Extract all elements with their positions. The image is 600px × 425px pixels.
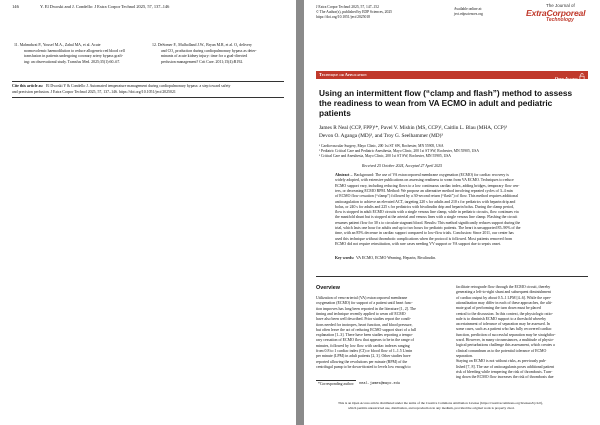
affiliation: ² Pediatric Critical Care and Pediatric Anesthesia, Mayo Clinic, 200 1st ST SW, Rochester, MN 55905, USA <box>319 149 480 153</box>
authors-line: James R Neal (CCP, FPP)¹*, Pavel V. Mishin (MS, CCP)², Caitlin L. Blau (MHA, CCP)³ <box>319 125 508 131</box>
license-line: which permits unrestricted use, distribution, and reproduction in any medium, provided the original work is properly cited. <box>348 406 515 410</box>
logo-technology: Technology <box>546 17 574 23</box>
divider <box>12 97 284 98</box>
keywords: VA ECMO, ECMO Weaning, Heparin, Bivalirudin. <box>356 256 437 260</box>
body-line: oxygenation (ECMO) for support of a patient until heart func- <box>316 301 413 306</box>
body-line: ascertainment of tolerance of separation may be assessed. In <box>456 322 550 327</box>
abstract-line: used this technique without thrombotic complications when the protocol is followed. Most patients removed from <box>335 236 513 241</box>
open-lock-icon <box>579 73 585 80</box>
abstract-line: flow is stopped in adult ECMO circuits with a single venous line clamp, while in pediatric circuits, flow continues via <box>335 210 519 215</box>
logo-subtitle: The Journal of <box>546 3 575 8</box>
right-page <box>304 0 600 425</box>
abstract-line: bolus, or 240 s for adults and 225 s for pediatrics with bivalirudin drip and heparin bolus. During the clamp period, <box>335 204 515 209</box>
body-line: function, prediction of successful separation may be straightfor- <box>456 332 556 337</box>
body-line: logical perturbations challenge this assessment, which creates a <box>456 343 555 348</box>
reference-line: normovolemic haemodilution to reduce allogeneic red blood cell <box>24 48 125 53</box>
body-line: centrifugal pump to be down-titrated to levels low enough to <box>316 364 411 369</box>
section-heading-overview: Overview <box>316 285 340 291</box>
journal-logo <box>526 4 596 24</box>
abstract-line: the manifold shunt but is stopped at the arterial and venous lines with a single venous line clamp. Flashing the circuit <box>335 215 518 220</box>
abstract-line: ECMO did not require reinstitution, with rare cases needing VV support or VA support due to sepsis onset. <box>335 241 502 246</box>
reference-line: 12. DeSomer F., Mulholland J.W., Bryan M.R, et al. O₂ delivery <box>152 43 252 47</box>
article-type: Technique or Application <box>319 72 367 77</box>
body-line: Staying on ECMO is not without risks, as previously pub- <box>456 359 547 364</box>
abstract-line: resumes patient flow for 30 s to circulate stagnant blood. Results: This method significantly reduces support during the <box>335 220 521 225</box>
body-line: ationalization may differ in each of these approaches, the ulti- <box>456 300 553 305</box>
abstract-line: of ECMO flow cessation (“clamp”) followed by a 30-second return (“flash”) of flow. This method requires additional <box>335 194 519 199</box>
divider <box>12 81 284 82</box>
divider <box>316 276 588 277</box>
body-line: reported allowing the revolutions per minute (RPM) of the <box>316 359 408 364</box>
corresponding-author-label: *Corresponding author: <box>318 382 355 386</box>
reference-line: transfusion in patients undergoing coronary artery bypass graft- <box>24 54 124 58</box>
open-access-text: Open Access <box>554 76 578 81</box>
abstract-line: widely adopted, with extensive publications on assessing readiness to wean from VA ECMO. Techniques to reduce <box>335 178 514 183</box>
cite-line: El Dwoski Y & Condello J. Automated temperature management during cardiopulmonary bypass: a step toward safety <box>46 84 231 88</box>
body-line: risk of bleeding while tempering the risk of thrombosis. Turn- <box>456 369 553 374</box>
body-line: ward. However, in many circumstances, a multitude of physio- <box>456 338 554 342</box>
body-line: per minute (LPM) in adult patients [2, 3]. Other studies have <box>316 354 411 359</box>
body-line: rary cessation of ECMO flow that appears to be in the range of <box>316 338 414 343</box>
reference-line: 11. Mahmdwai P., Yousef M.A., Zahal MA, et al. Acute <box>14 43 101 47</box>
body-line: central to the discussion. In this context, the physiologic ratio- <box>456 311 553 316</box>
body-line: separation. <box>456 353 473 358</box>
title-line: the readiness to wean from VA ECMO in adult and pediatric <box>319 98 553 108</box>
corresponding-email[interactable]: neal.james@mayo.edu <box>359 382 400 386</box>
body-line: from 0.8 to 1 cardiac index (CI) or blood flow of 1–1.5 L/min <box>316 349 413 353</box>
body-line: lished [7, 8]. The use of anticoagulants poses additional patient <box>456 364 555 369</box>
body-line: tion improves has long been reported in the literature [1, 2]. The <box>316 306 416 311</box>
license-line: This is an Open Access article distributed under the terms of the Creative Commons Attribution License (https://creativecommons.org/licenses/by/4.0), <box>338 401 543 405</box>
keywords-label: Key words: <box>335 256 355 260</box>
reference-line: perfusion management? Crit Care. 2011;15(4):R192. <box>161 59 244 64</box>
page-number: 146 <box>12 4 19 9</box>
available-online-label: Available online at: <box>454 7 483 11</box>
title-line: patients <box>319 108 351 118</box>
body-line: generating a left-to-right shunt and subsequent diminishment <box>456 290 551 295</box>
affiliation: ¹ Cardiovascular Surgery, Mayo Clinic, 200 1st ST SW, Rochester, MN 55905, USA <box>319 144 444 148</box>
abstract-line: Background: The use of VA extracorporeal membrane oxygenation (ECMO) for cardiac recovery is <box>354 173 509 177</box>
body-line: minutes, followed by low flow with cardiac indexes ranging <box>316 343 410 348</box>
body-line: ing down the ECMO flow increases the risk of thrombosis due <box>456 375 554 380</box>
logo-extracorporeal: ExtraCorporeal <box>526 8 586 18</box>
body-line: Utilization of veno-arterial (VA) extracorporeal membrane <box>316 296 408 300</box>
cite-line[interactable]: and precision perfusion. J Extra Corpor Technol 2025, 57, 137–146. https://doi.org/10.1051/ject/2025021 <box>12 89 176 94</box>
reference-line: ing: an observational study. Transfus Med. 2025;35(1):60–67. <box>24 59 121 64</box>
copyright: © The Author(s), published by EDP Sciences, 2025 <box>316 10 393 14</box>
affiliation: ³ Critical Care and Anesthesia, Mayo Clinic, 200 1st ST SW, Rochester, MN 55905, USA <box>319 154 451 158</box>
body-line: tions needed for inotropes, heart function, and blood pressure, <box>316 322 413 327</box>
received-dates: Received 25 October 2024, Accepted 27 April 2025 <box>362 164 443 168</box>
reference-line: and CO₂ production during cardiopulmonary bypass as deter- <box>161 48 257 53</box>
body-line: facilitate retrograde flow through the ECMO circuit, thereby <box>456 285 551 289</box>
cite-label: Cite this article as: <box>12 84 44 88</box>
body-line: mate goal of performing the turn down must be placed <box>456 306 541 311</box>
body-line: have also been well described. Prior studies report the condi- <box>316 317 411 322</box>
abstract-line: ters, or decreasing ECMO RPM. Method: We propose an alternative method involving repeated cycles of 3–4 min <box>335 188 513 193</box>
left-page <box>0 0 296 425</box>
section-band <box>316 71 588 79</box>
authors-line: Devon O. Aganga (MD)³, and Troy G. Seelhammer (MD)³ <box>319 133 443 139</box>
body-line: explanation [1–3]. There have been studies reporting a tempo- <box>316 333 413 338</box>
body-line: nale is to diminish ECMO support to a threshold whereby <box>456 316 547 321</box>
journal-citation: J Extra Corpor Technol 2025, 57, 147–152 <box>316 5 379 9</box>
open-access-label <box>555 73 585 81</box>
running-header: Y. El Dwoski and J. Condello: J Extra Corpor Technol 2025, 57, 137–146 <box>40 4 170 9</box>
doi-link[interactable]: https://doi.org/10.1051/ject/2025018 <box>316 15 371 19</box>
reference-line: minants of acute kidney injury: time for a goal-directed <box>161 54 248 58</box>
abstract-line: time, with an 85% decrease in cardiac support compared to low-flow trials. Conclusion: Since 2011, our center has <box>335 231 514 236</box>
body-line: some cases, such as a patient who has fully recovered cardiac <box>456 327 552 332</box>
body-line: clinical conundrum as to the potential tolerance of ECMO <box>456 348 547 353</box>
footnote-rule <box>316 380 356 381</box>
abstract-line: anticoagulation to achieve an elevated ACT, targeting 220 s for adults and 210 s for pediatrics with heparin drip and <box>335 199 516 204</box>
abstract-line: trial, which lasts one hour for adults and up to two hours for pediatric patients. The heart is unsupported 85–90% of the <box>335 226 521 230</box>
abstract-line: ECMO support vary, including reducing flows to a low continuous cardiac index, adding bridges, temporary flow cen- <box>335 183 520 188</box>
journal-site-link[interactable]: ject.edpsciences.org <box>454 12 483 16</box>
body-line: but often leave the act of reducing ECMO support short of a full <box>316 327 417 332</box>
title-line: Using an intermittent flow (“clamp and flash”) method to assess <box>319 88 573 98</box>
abstract-label: Abstract – <box>335 173 353 177</box>
body-line: timing and technique recently applied to wean off ECMO <box>316 311 406 316</box>
body-line: of cardiac output by about 0.5–1 LPM [4–6]. While the oper- <box>456 295 552 300</box>
